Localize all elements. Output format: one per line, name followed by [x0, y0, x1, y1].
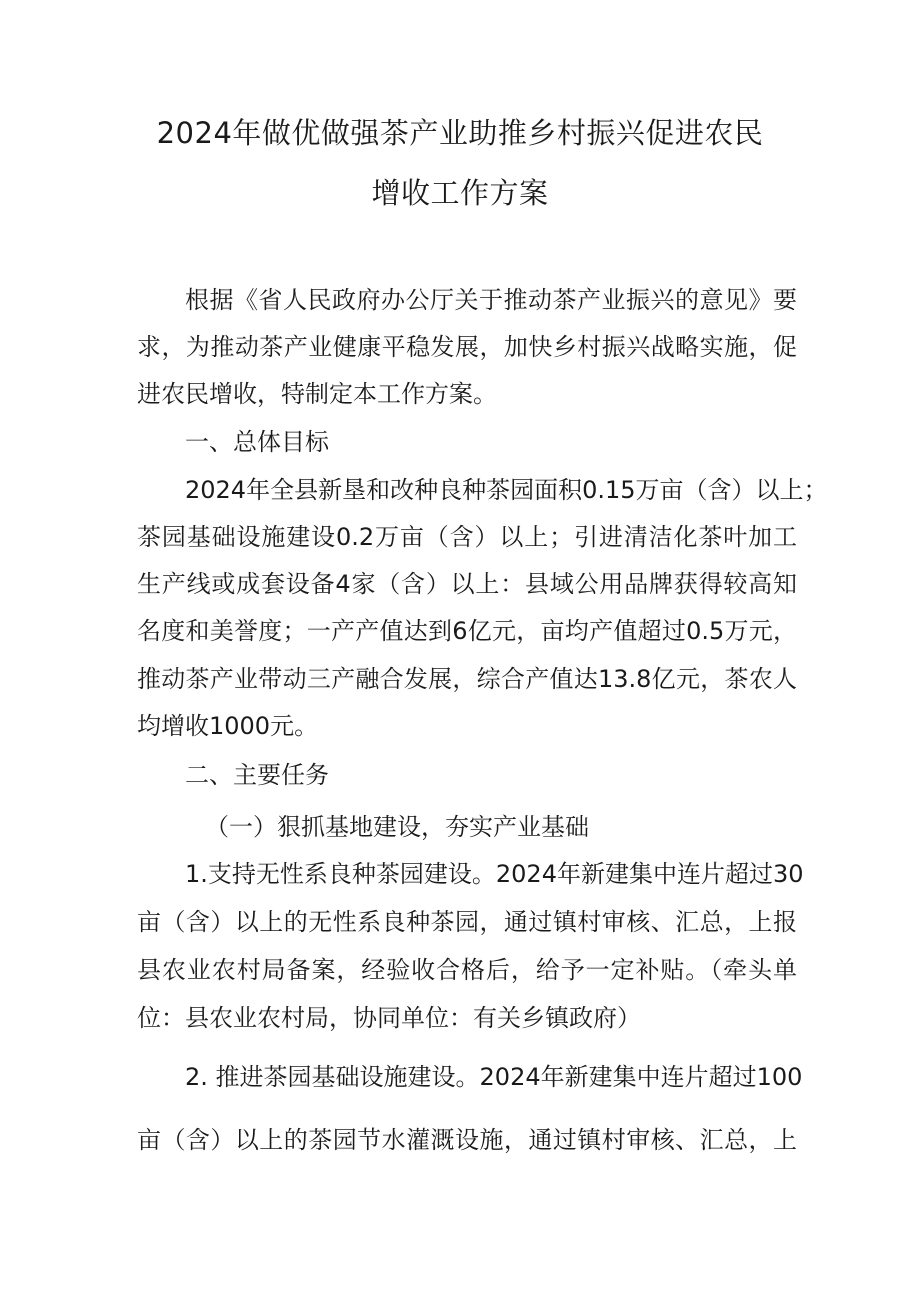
goals-line: 均增收1000元。 [137, 712, 319, 740]
task-2-line: 2. 推进茶园基础设施建设。2024年新建集中连片超过100 [185, 1063, 803, 1091]
task-1-line: 位：县农业农村局，协同单位：有关乡镇政府） [137, 1004, 641, 1032]
intro-line: 进农民增收，特制定本工作方案。 [137, 380, 497, 408]
section-heading-goals: 一、总体目标 [185, 428, 329, 456]
task-1-line: 1.支持无性系良种茶园建设。2024年新建集中连片超过30 [185, 860, 804, 888]
goals-line: 生产线或成套设备4家（含）以上：县域公用品牌获得较高知 [137, 570, 797, 598]
intro-line: 根据《省人民政府办公厅关于推动茶产业振兴的意见》要 [185, 286, 797, 314]
task-2-line: 亩（含）以上的茶园节水灌溉设施，通过镇村审核、汇总，上 [137, 1126, 797, 1154]
goals-line: 名度和美誉度；一产产值达到6亿元，亩均产值超过0.5万元， [137, 617, 797, 645]
goals-line: 茶园基础设施建设0.2万亩（含）以上；引进清洁化茶叶加工 [137, 523, 797, 551]
task-1-line: 亩（含）以上的无性系良种茶园，通过镇村审核、汇总，上报 [137, 908, 797, 936]
document-title-line-2: 增收工作方案 [371, 176, 549, 210]
subsection-heading-base: （一）狠抓基地建设，夯实产业基础 [205, 813, 589, 841]
section-heading-tasks: 二、主要任务 [185, 761, 329, 789]
document-title-line-1: 2024年做优做强茶产业助推乡村振兴促进农民 [156, 116, 764, 150]
task-1-line: 县农业农村局备案，经验收合格后，给予一定补贴。（牵头单 [137, 956, 797, 984]
goals-line: 2024年全县新垦和改种良种茶园面积0.15万亩（含）以上； [185, 476, 828, 504]
intro-line: 求，为推动茶产业健康平稳发展，加快乡村振兴战略实施，促 [137, 333, 797, 361]
goals-line: 推动茶产业带动三产融合发展，综合产值达13.8亿元，茶农人 [137, 665, 797, 693]
